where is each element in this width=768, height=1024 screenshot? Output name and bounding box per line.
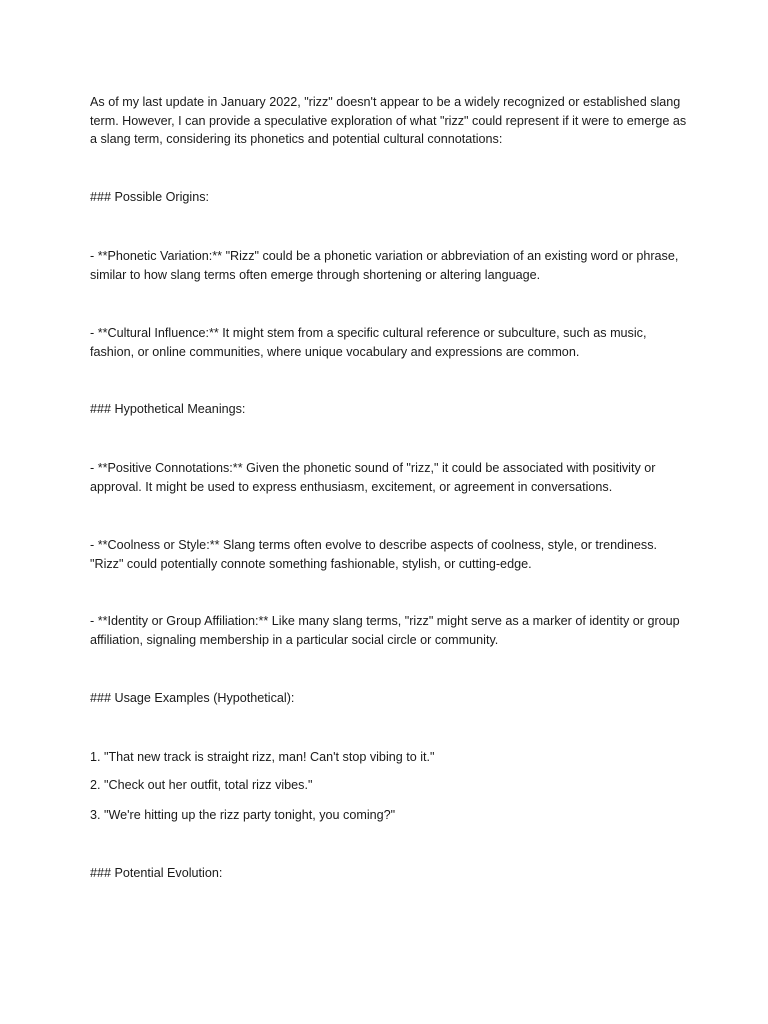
usage-example-2: 2. "Check out her outfit, total rizz vibes."	[90, 778, 313, 792]
heading-possible-origins: ### Possible Origins:	[90, 190, 210, 204]
usage-example-3: 3. "We're hitting up the rizz party tonight, you coming?"	[90, 808, 396, 822]
meaning-identity-or-group-affiliation: - **Identity or Group Affiliation:** Like many slang terms, "rizz" might serve as a marker of identity or group affiliation, signaling membership in a particular social circle or community.	[90, 614, 680, 647]
intro-paragraph: As of my last update in January 2022, "rizz" doesn't appear to be a widely recognized or established slang term. However, I can provide a speculative exploration of what "rizz" could represent if it were to emerge as a slang term, considering its phonetics and potential cultural connotations:	[90, 95, 687, 147]
origin-phonetic-variation: - **Phonetic Variation:** "Rizz" could be a phonetic variation or abbreviation of an existing word or phrase, similar to how slang terms often emerge through shortening or altering language.	[90, 249, 679, 282]
origin-cultural-influence: - **Cultural Influence:** It might stem from a specific cultural reference or subculture, such as music, fashion, or online communities, where unique vocabulary and expressions are common.	[90, 326, 647, 359]
heading-hypothetical-meanings: ### Hypothetical Meanings:	[90, 402, 246, 416]
meaning-coolness-or-style: - **Coolness or Style:** Slang terms often evolve to describe aspects of coolness, style, or trendiness. "Rizz" could potentially connote something fashionable, stylish, or cutting-edge.	[90, 538, 657, 571]
heading-potential-evolution: ### Potential Evolution:	[90, 866, 223, 880]
meaning-positive-connotations: - **Positive Connotations:** Given the phonetic sound of "rizz," it could be associated with positivity or approval. It might be used to express enthusiasm, excitement, or agreement in conversations.	[90, 461, 656, 494]
usage-example-1: 1. "That new track is straight rizz, man! Can't stop vibing to it."	[90, 750, 435, 764]
heading-usage-examples: ### Usage Examples (Hypothetical):	[90, 691, 295, 705]
